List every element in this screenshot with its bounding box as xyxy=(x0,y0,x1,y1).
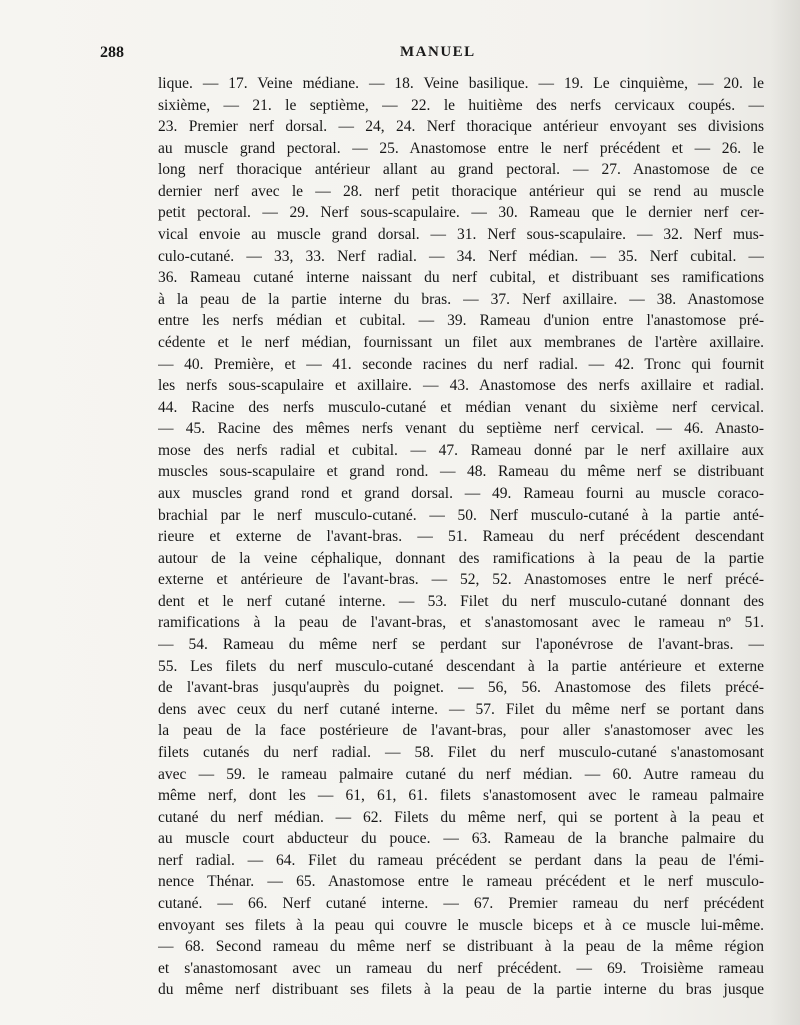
text-line: vical envoie au muscle grand dorsal. — 31. Nerf sous-scapulaire. — 32. Nerf mus- xyxy=(158,226,764,244)
text-line: au muscle grand pectoral. — 25. Anastomose entre le nerf précédent et — 26. le xyxy=(158,139,764,157)
text-line: dernier nerf avec le — 28. nerf petit thoracique antérieur qui se rend au muscle xyxy=(158,182,764,200)
text-line: petit pectoral. — 29. Nerf sous-scapulaire. — 30. Rameau que le dernier nerf cer- xyxy=(158,204,764,222)
page-edge-shadow xyxy=(770,0,800,1025)
text-line: avec — 59. le rameau palmaire cutané du nerf médian. — 60. Autre rameau du xyxy=(158,765,764,783)
text-line: brachial par le nerf musculo-cutané. — 50. Nerf musculo-cutané à la partie anté- xyxy=(158,506,764,524)
text-line: — 45. Racine des mêmes nerfs venant du septième nerf cervical. — 46. Anasto- xyxy=(158,420,764,438)
text-line: et s'anastomosant avec un rameau du nerf précédent. — 69. Troisième rameau xyxy=(158,959,764,977)
text-line: nerf radial. — 64. Filet du rameau précédent se perdant dans la peau de l'émi- xyxy=(158,851,764,869)
text-line: sixième, — 21. le septième, — 22. le huitième des nerfs cervicaux coupés. — xyxy=(158,96,764,114)
text-line: dent et le nerf cutané interne. — 53. Filet du nerf musculo-cutané donnant des xyxy=(158,592,764,610)
text-line: aux muscles grand rond et grand dorsal. — 49. Rameau fourni au muscle coraco- xyxy=(158,484,764,502)
text-line: cutané. — 66. Nerf cutané interne. — 67. Premier rameau du nerf précédent xyxy=(158,894,764,912)
text-line: lique. — 17. Veine médiane. — 18. Veine basilique. — 19. Le cinquième, — 20. le xyxy=(158,75,764,92)
text-line: la peau de la face postérieure de l'avant-bras, pour aller s'anastomoser avec les xyxy=(158,722,764,740)
text-line: long nerf thoracique antérieur allant au grand pectoral. — 27. Anastomose de ce xyxy=(158,161,764,179)
text-line: de l'avant-bras jusqu'auprès du poignet. — 56, 56. Anastomose des filets précé- xyxy=(158,679,764,697)
text-line: nence Thénar. — 65. Anastomose entre le rameau précédent et le nerf musculo- xyxy=(158,873,764,891)
text-line: 55. Les filets du nerf musculo-cutané descendant à la partie antérieure et externe xyxy=(158,657,764,675)
text-line: externe et antérieure de l'avant-bras. — 52, 52. Anastomoses entre le nerf précé- xyxy=(158,571,764,589)
text-line: ramifications à la peau de l'avant-bras, et s'anastomosant avec le rameau nº 51. xyxy=(158,614,764,632)
text-line: — 40. Première, et — 41. seconde racines du nerf radial. — 42. Tronc qui fournit xyxy=(158,355,764,373)
text-line: muscles sous-scapulaire et grand rond. — 48. Rameau du même nerf se distribuant xyxy=(158,463,764,481)
text-line: dens avec ceux du nerf cutané interne. — 57. Filet du même nerf se portant dans xyxy=(158,700,764,718)
text-line: mose des nerfs radial et cubital. — 47. Rameau donné par le nerf axillaire aux xyxy=(158,441,764,459)
text-line: — 54. Rameau du même nerf se perdant sur l'aponévrose de l'avant-bras. — xyxy=(158,636,764,654)
body-text xyxy=(158,73,764,1001)
text-line: les nerfs sous-scapulaire et axillaire. — 43. Anastomose des nerfs axillaire et radial. xyxy=(158,377,764,395)
text-line: envoyant ses filets à la peau qui couvre le muscle biceps et à ce muscle lui-même. xyxy=(158,916,764,934)
text-line: rieure et externe de l'avant-bras. — 51. Rameau du nerf précédent descendant xyxy=(158,528,764,546)
text-line: à la peau de la partie interne du bras. — 37. Nerf axillaire. — 38. Anastomose xyxy=(158,290,764,308)
text-line: filets cutanés du nerf radial. — 58. Filet du nerf musculo-cutané s'anastomosant xyxy=(158,743,764,761)
page-number: 288 xyxy=(100,44,124,61)
text-line: 36. Rameau cutané interne naissant du nerf cubital, et distribuant ses ramifications xyxy=(158,269,764,287)
text-line: 23. Premier nerf dorsal. — 24, 24. Nerf thoracique antérieur envoyant ses divisions xyxy=(158,118,764,136)
page-header xyxy=(0,44,800,68)
text-line: 44. Racine des nerfs musculo-cutané et médian venant du sixième nerf cervical. xyxy=(158,398,764,416)
text-line: cutané du nerf médian. — 62. Filets du même nerf, qui se portent à la peau et xyxy=(158,808,764,826)
text-line: entre les nerfs médian et cubital. — 39. Rameau d'union entre l'anastomose pré- xyxy=(158,312,764,330)
text-line: du même nerf distribuant ses filets à la peau de la partie interne du bras jusque xyxy=(158,981,764,999)
running-head: MANUEL xyxy=(400,44,476,60)
text-line: au muscle court abducteur du pouce. — 63. Rameau de la branche palmaire du xyxy=(158,830,764,848)
text-line: même nerf, dont les — 61, 61, 61. filets s'anastomosent avec le rameau palmaire xyxy=(158,787,764,805)
text-line: autour de la veine céphalique, donnant des ramifications à la peau de la partie xyxy=(158,549,764,567)
text-line: culo-cutané. — 33, 33. Nerf radial. — 34. Nerf médian. — 35. Nerf cubital. — xyxy=(158,247,764,265)
text-line: — 68. Second rameau du même nerf se distribuant à la peau de la même région xyxy=(158,938,764,956)
text-line: cédente et le nerf médian, fournissant un filet aux membranes de l'artère axillaire. xyxy=(158,333,764,351)
